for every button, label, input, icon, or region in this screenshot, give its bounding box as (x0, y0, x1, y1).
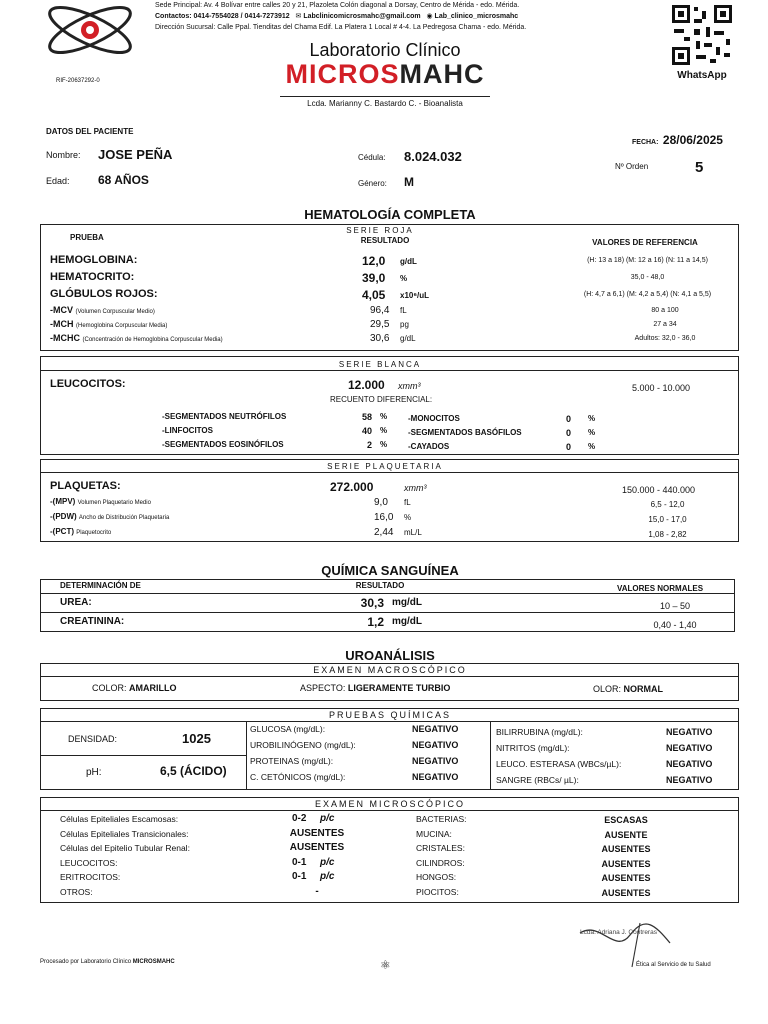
uro-quim-value: NEGATIVO (666, 759, 713, 769)
diff-unit: % (588, 442, 596, 451)
plaq-index-value: 2,44 (374, 527, 394, 538)
plaq-index-name: -(PCT) (50, 527, 77, 536)
aspecto-label: ASPECTO: (300, 683, 346, 693)
indice-value: 96,4 (370, 305, 390, 316)
nombre-value: JOSE PEÑA (98, 147, 173, 162)
indice-desc: (Volumen Corpuscular Medio) (75, 309, 155, 315)
diff-value: 40 (361, 426, 372, 436)
plaquetas-ref: 150.000 - 440.000 (622, 485, 696, 495)
diff-name: -SEGMENTADOS NEUTRÓFILOS (162, 412, 287, 421)
uro-micro-value: ESCASAS (604, 815, 648, 825)
instagram-icon: ◉ (426, 13, 433, 20)
plaq-index-desc: Plaquetocrito (76, 530, 112, 536)
pruebas-quimicas-heading: PRUEBAS QUÍMICAS (328, 710, 452, 720)
lab-name-mahc: MAHC (399, 59, 485, 89)
hematologia-title: HEMATOLOGÍA COMPLETA (304, 207, 476, 222)
serie-roja-name: HEMOGLOBINA: (50, 254, 138, 266)
uro-micro-name: ERITROCITOS: (60, 872, 121, 882)
instagram: Lab_clinico_microsmahc (434, 13, 519, 20)
procesado-por (40, 959, 175, 965)
diff-value: 0 (566, 414, 572, 424)
uro-micro-name: HONGOS: (416, 872, 457, 882)
orden-value: 5 (695, 159, 704, 176)
sucursal-address: Dirección Sucursal: Calle Ppal. Tienditas del Chama Edif. La Platera 1 Local # 4-4. La Pedregosa Chama - edo. Mérida. (155, 24, 527, 31)
diff-value: 58 (361, 412, 372, 422)
plaquetas-label: PLAQUETAS: (50, 480, 121, 492)
uro-micro-value: AUSENTES (601, 873, 651, 883)
uro-micro-unit: p/c (320, 856, 335, 868)
plaq-index-row (50, 512, 169, 521)
leucocitos-unit: xmm³ (398, 381, 421, 391)
indice-unit: fL (400, 306, 407, 315)
uroanalisis-title: UROANÁLISIS (345, 648, 435, 663)
indice-name: -MCH (50, 319, 76, 329)
procesado-text: Procesado por Laboratorio Clínico (40, 959, 133, 965)
uro-micro-name: Células Epiteliales Transicionales: (60, 828, 189, 839)
serie-roja-heading: SERIE ROJA (346, 226, 414, 235)
procesado-brand: MICROSMAHC (132, 959, 175, 965)
diff-unit: % (380, 426, 388, 435)
phone-numbers: Contactos: 0414-7554028 / 0414-7273912 (155, 13, 290, 20)
serie-roja-value: 39,0 (362, 271, 386, 285)
color-label: COLOR: (92, 683, 127, 693)
indice-row (50, 305, 155, 315)
rif: RIF-20637292-0 (56, 78, 100, 84)
uro-micro-name: PIOCITOS: (416, 886, 459, 897)
uro-micro-name: MUCINA: (416, 828, 452, 839)
uro-quim-value: NEGATIVO (412, 756, 459, 766)
uro-quim-name: BILIRRUBINA (mg/dL): (496, 727, 583, 737)
diff-value: 2 (366, 440, 372, 450)
indice-name: -MCHC (50, 333, 83, 343)
uro-micro-value: - (315, 885, 319, 897)
lab-name-micros: MICROS (285, 59, 400, 89)
uro-quim-value: NEGATIVO (666, 775, 713, 785)
serie-roja-ref: 35,0 - 48,0 (630, 274, 665, 281)
header-contact (155, 0, 625, 33)
serie-roja-unit: g/dL (400, 257, 417, 266)
uro-micro-value: 0-1 (292, 856, 307, 868)
uro-micro-value: AUSENTES (601, 858, 651, 869)
lab-logo (40, 0, 140, 78)
uro-micro-value: AUSENTES (601, 887, 651, 898)
color-field (92, 683, 177, 693)
serie-roja-name: HEMATOCRITO: (50, 271, 135, 283)
plaq-index-ref: 1,08 - 2,82 (648, 530, 687, 539)
plaq-index-unit: mL/L (404, 528, 422, 537)
uro-quim-name: PROTEINAS (mg/dL): (250, 756, 334, 766)
quimica-value: 1,2 (367, 615, 384, 629)
uro-micro-unit: p/c (320, 813, 335, 824)
plaq-index-name: -(MPV) (50, 497, 78, 506)
indice-desc: (Hemoglobina Corpuscular Media) (76, 323, 168, 329)
indice-value: 29,5 (370, 319, 390, 330)
indice-row (50, 319, 167, 329)
whatsapp-label: WhatsApp (677, 70, 727, 81)
diff-name: -CAYADOS (408, 442, 450, 451)
fecha-value: 28/06/2025 (662, 133, 723, 147)
serie-roja-ref: (H: 13 a 18) (M: 12 a 16) (N: 11 a 14,5) (587, 257, 708, 264)
diff-value: 0 (566, 442, 572, 452)
diff-unit: % (588, 414, 596, 423)
quimica-name: UREA: (60, 597, 92, 608)
edad-label: Edad: (46, 176, 70, 186)
diff-name: -SEGMENTADOS BASÓFILOS (408, 428, 522, 437)
plaq-index-value: 9,0 (374, 497, 388, 508)
quimica-unit: mg/dL (392, 616, 422, 627)
uro-quim-name: SANGRE (RBCs/ µL): (496, 775, 579, 785)
diff-unit: % (380, 412, 388, 421)
uro-quim-value: NEGATIVO (412, 724, 459, 734)
determinacion-header: DETERMINACIÓN DE (60, 581, 141, 590)
uro-micro-name: Células del Epitelio Tubular Renal: (60, 843, 190, 853)
quimica-title: QUÍMICA SANGUÍNEA (321, 563, 459, 578)
densidad-value: 1025 (182, 731, 211, 746)
ph-label: pH: (86, 767, 102, 778)
plaq-index-desc: Volumen Plaquetario Medio (77, 500, 151, 506)
olor-label: OLOR: (593, 684, 622, 694)
diff-unit: % (588, 428, 596, 437)
fecha-label: FECHA: (632, 139, 659, 146)
serie-roja-unit: % (400, 274, 408, 283)
serie-plaquetaria-heading: SERIE PLAQUETARIA (327, 462, 443, 471)
leucocitos-value: 12.000 (348, 378, 385, 392)
diff-unit: % (380, 440, 388, 449)
plaq-index-desc: Ancho de Distribución Plaquetaria (78, 515, 170, 521)
indice-row (50, 333, 223, 343)
uro-micro-value: 0-2 (292, 813, 307, 824)
indice-value: 30,6 (370, 333, 390, 344)
macroscopico-heading: EXAMEN MACROSCÓPICO (313, 665, 467, 675)
indice-ref: Adultos: 32,0 - 36,0 (634, 335, 696, 342)
cedula-value: 8.024.032 (404, 149, 462, 164)
uro-micro-value: AUSENTES (289, 827, 345, 839)
uro-micro-name: LEUCOCITOS: (60, 857, 118, 868)
color-value: AMARILLO (129, 683, 177, 693)
plaq-index-row (50, 497, 151, 506)
uro-quim-name: C. CETÓNICOS (mg/dL): (250, 772, 346, 782)
uro-micro-value: AUSENTE (604, 829, 648, 840)
lab-name-top: Laboratorio Clínico (309, 40, 461, 60)
nombre-label: Nombre: (46, 150, 81, 160)
genero-value: M (404, 175, 414, 189)
quimica-unit: mg/dL (392, 597, 422, 608)
edad-value: 68 AÑOS (98, 173, 149, 187)
uro-micro-value: AUSENTES (601, 844, 651, 854)
uro-micro-value: AUSENTES (289, 842, 345, 853)
sede-address: Sede Principal: Av. 4 Bolívar entre calles 20 y 21, Plazoleta Colón diagonal a Dorsay, Centro de Mérida - edo. Mérida. (155, 2, 520, 9)
serie-roja-ref: (H: 4,7 a 6,1) (M: 4,2 a 5,4) (N: 4,1 a 5,5) (583, 291, 712, 298)
qr-code-icon (670, 3, 734, 67)
uro-quim-value: NEGATIVO (412, 772, 459, 782)
serie-roja-value: 4,05 (362, 288, 386, 302)
uro-micro-name: Células Epiteliales Escamosas: (60, 814, 179, 824)
quimica-value: 30,3 (360, 596, 384, 610)
uro-micro-name: OTROS: (60, 886, 93, 897)
diff-name: -SEGMENTADOS EOSINÓFILOS (162, 440, 284, 449)
genero-label: Género: (358, 179, 387, 188)
plaquetas-unit: xmm³ (404, 483, 427, 493)
olor-value: NORMAL (623, 684, 664, 694)
quimica-name: CREATININA: (60, 616, 125, 627)
serie-blanca-heading: SERIE BLANCA (338, 360, 422, 369)
recuento-label: RECUENTO DIFERENCIAL: (330, 395, 433, 404)
licenciada: Lcda. Marianny C. Bastardo C. - Bioanalista (307, 99, 463, 108)
uro-quim-value: NEGATIVO (666, 727, 713, 737)
uro-micro-unit: p/c (320, 871, 335, 882)
aspecto-value: LIGERAMENTE TURBIO (347, 683, 451, 693)
uro-quim-name: UROBILINÓGENO (mg/dL): (250, 740, 356, 750)
plaq-index-unit: fL (404, 498, 411, 507)
indice-desc: (Concentración de Hemoglobina Corpuscular Media) (82, 337, 223, 343)
uro-micro-name: BACTERIAS: (416, 814, 467, 824)
ph-value: 6,5 (ÁCIDO) (160, 764, 227, 778)
uro-micro-value: 0-1 (292, 871, 307, 882)
uro-micro-name: CRISTALES: (416, 843, 465, 853)
plaq-index-value: 16,0 (374, 512, 394, 523)
patient-section-label: DATOS DEL PACIENTE (46, 127, 134, 136)
signature-name: Lcda. Adriana J. Contreras (580, 929, 657, 936)
aspecto-field (300, 683, 450, 693)
serie-roja-name: GLÓBULOS ROJOS: (50, 288, 158, 300)
indice-ref: 80 a 100 (651, 307, 679, 314)
valores-normales-header: VALORES NORMALES (616, 584, 704, 593)
diff-name: -LINFOCITOS (162, 426, 213, 435)
footer-logo-icon: ⚛ (380, 958, 391, 972)
serie-roja-value: 12,0 (362, 254, 386, 268)
lab-brand (270, 40, 500, 88)
indice-name: -MCV (50, 305, 76, 315)
uro-quim-value: NEGATIVO (412, 740, 459, 750)
uro-micro-name: CILINDROS: (416, 857, 465, 868)
plaquetas-value: 272.000 (330, 480, 374, 494)
uro-quim-name: GLUCOSA (mg/dL): (250, 724, 326, 734)
indice-ref: 27 a 34 (653, 321, 677, 328)
uro-quim-value: NEGATIVO (666, 743, 713, 753)
indice-unit: g/dL (400, 334, 416, 343)
serie-roja-unit: x10⁶/uL (400, 291, 430, 300)
email: Labclinicomicrosmahc@gmail.com (303, 13, 421, 20)
prueba-header: PRUEBA (70, 233, 104, 242)
quimica-ref: 0,40 - 1,40 (653, 620, 697, 630)
olor-field (593, 684, 663, 694)
plaq-index-row (50, 527, 111, 536)
orden-label: Nº Orden (615, 162, 649, 171)
resultado-header: RESULTADO (360, 236, 410, 245)
leucocitos-label: LEUCOCITOS: (50, 378, 126, 390)
quimica-ref: 10 – 50 (659, 601, 691, 611)
fecha (632, 131, 723, 149)
plaq-index-unit: % (404, 513, 412, 522)
referencia-header: VALORES DE REFERENCIA (592, 238, 698, 247)
uro-quim-name: NITRITOS (mg/dL): (496, 743, 570, 753)
leucocitos-ref: 5.000 - 10.000 (632, 383, 691, 393)
densidad-label: DENSIDAD: (68, 734, 118, 744)
plaq-index-ref: 15,0 - 17,0 (648, 515, 687, 524)
microscopico-heading: EXAMEN MICROSCÓPICO (314, 799, 465, 809)
indice-unit: pg (400, 320, 409, 329)
email-icon: ✉ (295, 13, 302, 20)
ethic-slogan: Ética al Servicio de tu Salud (636, 962, 711, 968)
plaq-index-ref: 6,5 - 12,0 (650, 500, 685, 509)
plaq-index-name: -(PDW) (50, 512, 79, 521)
uro-quim-name: LEUCO. ESTERASA (WBCs/µL): (496, 759, 622, 769)
cedula-label: Cédula: (358, 153, 386, 162)
quimica-resultado-header: RESULTADO (355, 581, 405, 590)
diff-name: -MONOCITOS (408, 414, 460, 423)
diff-value: 0 (566, 428, 572, 438)
